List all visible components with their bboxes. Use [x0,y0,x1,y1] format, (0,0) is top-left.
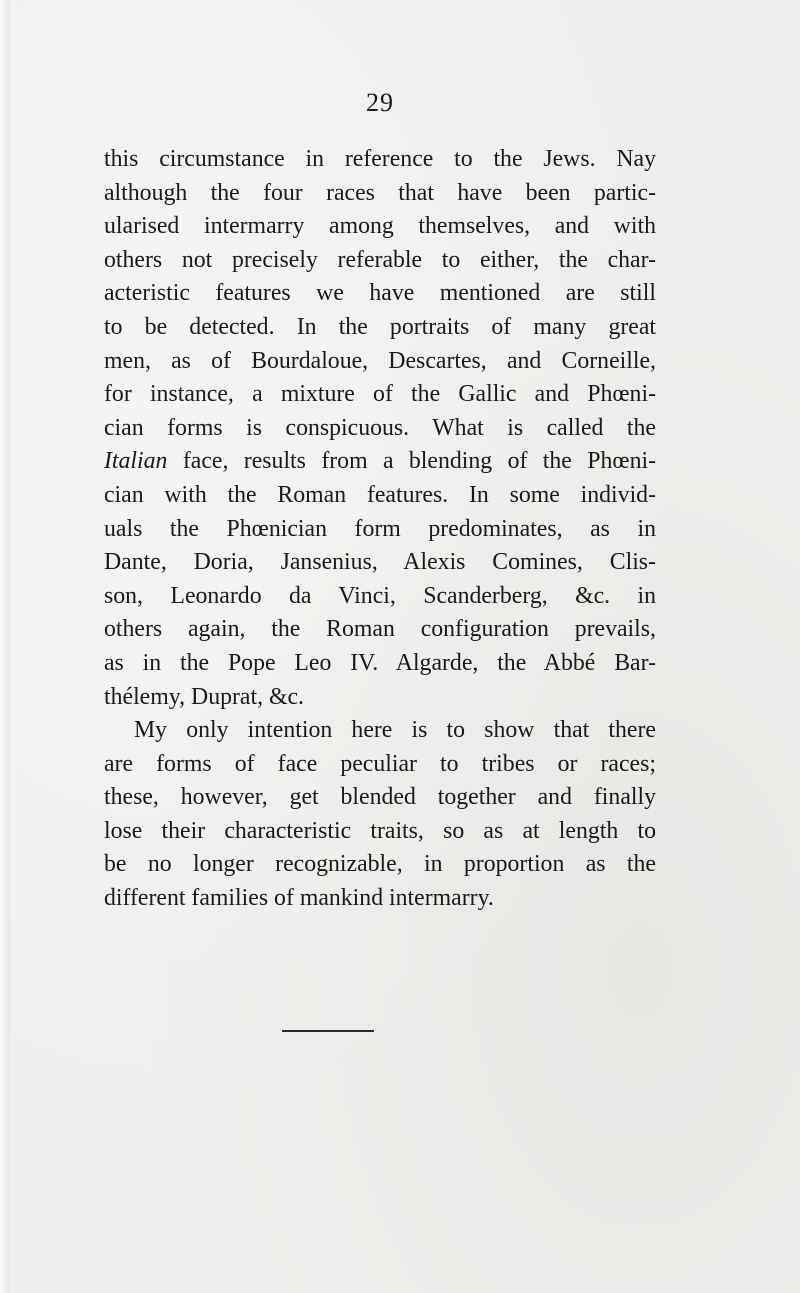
text-line: although the four races that have been partic- [104,179,656,206]
section-rule [282,1030,374,1032]
text-line: this circumstance in reference to the Jews. Nay [104,146,656,172]
text-line: as in the Pope Leo IV. Algarde, the Abbé Bar- [104,649,656,676]
text-line: cian forms is conspicuous. What is called the [104,414,656,441]
text-line: be no longer recognizable, in proportion as the [104,851,656,878]
text-line: these, however, get blended together and finally [104,784,656,811]
page-number: 29 [366,88,394,117]
line-rest: face, results from a blending of the Phœni- [167,448,656,475]
body-text [104,143,656,916]
text-line: uals the Phœnician form predominates, as in [104,515,656,542]
text-line: son, Leonardo da Vinci, Scanderberg, &c. in [104,582,656,609]
text-line: lose their characteristic traits, so as at length to [104,817,656,844]
text-line: ularised intermarry among themselves, and with [104,213,656,240]
text-line: cian with the Roman features. In some individ- [104,481,656,508]
text-line: others not precisely referable to either, the char- [104,246,656,273]
text-line: My only intention here is to show that there [134,717,656,744]
text-line: Dante, Doria, Jansenius, Alexis Comines, Clis- [104,549,656,576]
italic-word: Italian [104,448,168,475]
text-line: men, as of Bourdaloue, Descartes, and Corneille, [104,347,656,374]
text-line: different families of mankind intermarry. [104,885,494,912]
text-line: thélemy, Duprat, &c. [104,683,305,710]
text-line: are forms of face peculiar to tribes or races; [104,750,656,777]
text-line: for instance, a mixture of the Gallic and Phœni- [104,381,656,408]
page-binding-edge [0,0,10,1293]
text-line: to be detected. In the portraits of many great [104,313,656,340]
text-line: acteristic features we have mentioned are still [104,280,656,307]
text-line: others again, the Roman configuration prevails, [104,616,656,643]
text-line [104,445,656,479]
